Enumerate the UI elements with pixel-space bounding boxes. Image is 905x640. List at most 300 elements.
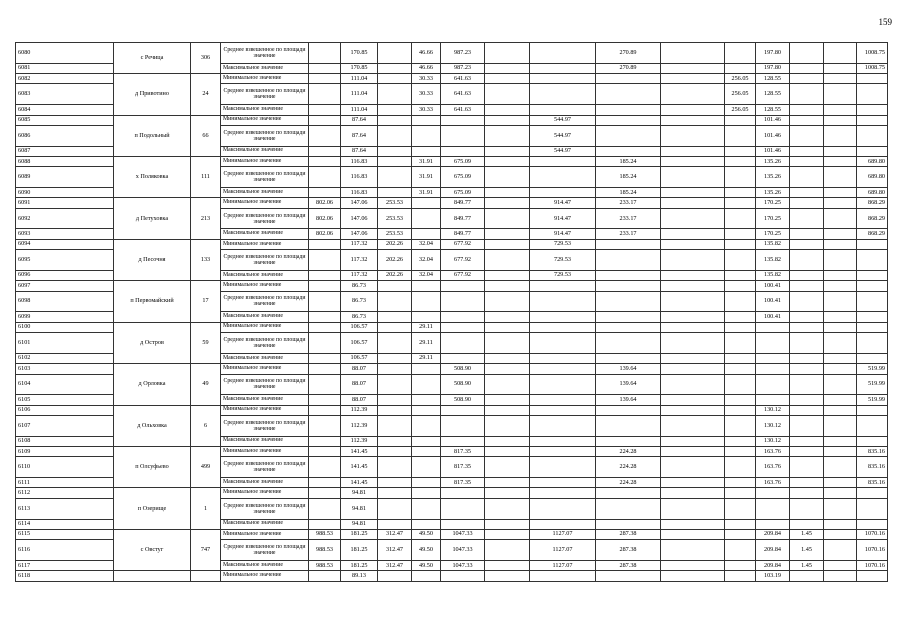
value-cell: 128.55	[756, 74, 790, 84]
value-type-cell: Максимальное значение	[221, 63, 309, 73]
settlement-name-cell: д Петуховка	[114, 198, 191, 239]
settlement-name-cell: д Остров	[114, 322, 191, 363]
value-type-cell: Среднее взвешенное по площади значение	[221, 84, 309, 105]
value-cell	[824, 167, 857, 188]
value-cell: 197.80	[756, 43, 790, 64]
value-cell	[661, 312, 725, 322]
value-cell	[485, 125, 530, 146]
value-cell	[824, 105, 857, 115]
value-cell	[756, 519, 790, 529]
value-cell	[530, 488, 596, 498]
value-type-cell: Среднее взвешенное по площади значение	[221, 250, 309, 271]
value-cell: 508.90	[441, 374, 485, 395]
value-cell	[857, 125, 888, 146]
value-cell: 914.47	[530, 229, 596, 239]
value-cell: 185.24	[596, 188, 661, 198]
settlement-name-cell: д Орловка	[114, 364, 191, 405]
value-cell	[857, 312, 888, 322]
value-cell	[824, 322, 857, 332]
value-cell	[661, 63, 725, 73]
value-cell	[824, 239, 857, 249]
value-cell	[530, 436, 596, 446]
value-cell	[530, 167, 596, 188]
value-cell	[441, 405, 485, 415]
value-cell	[756, 353, 790, 363]
value-cell: 988.53	[309, 560, 341, 570]
value-cell	[661, 519, 725, 529]
value-cell: 135.82	[756, 270, 790, 280]
value-cell: 135.82	[756, 239, 790, 249]
value-cell	[378, 571, 412, 582]
value-cell	[378, 188, 412, 198]
population-cell: 17	[191, 281, 221, 322]
value-cell: 270.89	[596, 43, 661, 64]
value-cell: 1127.07	[530, 540, 596, 561]
value-cell	[309, 519, 341, 529]
value-cell	[790, 291, 824, 312]
value-cell	[596, 74, 661, 84]
value-type-cell: Минимальное значение	[221, 322, 309, 332]
value-cell: 101.46	[756, 146, 790, 156]
value-cell	[530, 353, 596, 363]
value-cell	[596, 571, 661, 582]
row-id-cell: 6116	[16, 540, 114, 561]
value-cell	[725, 364, 756, 374]
value-cell: 802.06	[309, 198, 341, 208]
value-type-cell: Среднее взвешенное по площади значение	[221, 540, 309, 561]
value-cell	[530, 405, 596, 415]
value-cell: 1070.16	[857, 540, 888, 561]
value-cell	[790, 405, 824, 415]
value-cell	[824, 125, 857, 146]
value-cell	[378, 405, 412, 415]
value-cell	[790, 198, 824, 208]
value-cell: 1127.07	[530, 529, 596, 539]
value-type-cell: Среднее взвешенное по площади значение	[221, 333, 309, 354]
value-cell	[596, 291, 661, 312]
table-row	[16, 198, 888, 208]
population-cell: 59	[191, 322, 221, 363]
value-cell	[530, 374, 596, 395]
value-cell: 312.47	[378, 529, 412, 539]
value-cell	[661, 250, 725, 271]
value-cell: 89.13	[341, 571, 378, 582]
value-type-cell: Максимальное значение	[221, 188, 309, 198]
row-id-cell: 6117	[16, 560, 114, 570]
value-cell	[725, 208, 756, 229]
value-cell: 729.53	[530, 270, 596, 280]
value-cell	[725, 519, 756, 529]
value-cell	[661, 405, 725, 415]
value-cell	[309, 146, 341, 156]
value-cell	[725, 457, 756, 478]
value-cell: 163.76	[756, 457, 790, 478]
value-cell: 1047.33	[441, 529, 485, 539]
value-type-cell: Максимальное значение	[221, 229, 309, 239]
value-cell	[412, 291, 441, 312]
value-cell	[309, 250, 341, 271]
value-cell	[309, 498, 341, 519]
value-cell	[725, 115, 756, 125]
value-cell	[441, 312, 485, 322]
value-cell: 86.73	[341, 312, 378, 322]
value-cell: 209.84	[756, 529, 790, 539]
table-row	[16, 281, 888, 291]
value-cell: 1008.75	[857, 43, 888, 64]
value-cell: 111.04	[341, 105, 378, 115]
value-cell	[857, 415, 888, 436]
value-cell	[309, 63, 341, 73]
value-cell	[725, 478, 756, 488]
value-cell: 139.64	[596, 364, 661, 374]
value-cell: 729.53	[530, 250, 596, 271]
value-cell: 1047.33	[441, 540, 485, 561]
table-row	[16, 74, 888, 84]
value-cell	[725, 333, 756, 354]
value-cell	[485, 115, 530, 125]
value-type-cell: Минимальное значение	[221, 488, 309, 498]
value-cell	[309, 281, 341, 291]
value-type-cell: Среднее взвешенное по площади значение	[221, 43, 309, 64]
value-cell: 94.81	[341, 488, 378, 498]
population-cell	[191, 571, 221, 582]
row-id-cell: 6104	[16, 374, 114, 395]
value-cell	[309, 374, 341, 395]
value-cell	[485, 146, 530, 156]
value-cell	[661, 498, 725, 519]
value-cell	[441, 571, 485, 582]
value-cell: 29.11	[412, 353, 441, 363]
value-type-cell: Минимальное значение	[221, 571, 309, 582]
settlement-name-cell: с Речица	[114, 43, 191, 74]
value-cell	[412, 208, 441, 229]
value-cell: 163.76	[756, 447, 790, 457]
value-cell	[309, 156, 341, 166]
value-cell	[824, 74, 857, 84]
value-cell	[485, 43, 530, 64]
value-cell	[790, 84, 824, 105]
value-cell	[596, 281, 661, 291]
value-cell: 312.47	[378, 560, 412, 570]
value-cell: 87.64	[341, 115, 378, 125]
settlement-name-cell: п Первомайский	[114, 281, 191, 322]
value-type-cell: Среднее взвешенное по площади значение	[221, 208, 309, 229]
value-cell: 112.39	[341, 415, 378, 436]
value-cell	[790, 498, 824, 519]
value-cell	[309, 167, 341, 188]
value-cell	[824, 353, 857, 363]
value-cell: 117.32	[341, 270, 378, 280]
value-cell: 508.90	[441, 364, 485, 374]
value-cell	[824, 571, 857, 582]
value-cell	[378, 74, 412, 84]
value-type-cell: Минимальное значение	[221, 115, 309, 125]
row-id-cell: 6090	[16, 188, 114, 198]
value-cell	[309, 353, 341, 363]
value-cell	[725, 395, 756, 405]
value-cell: 914.47	[530, 208, 596, 229]
value-cell	[378, 519, 412, 529]
value-cell	[441, 322, 485, 332]
value-type-cell: Максимальное значение	[221, 478, 309, 488]
value-cell	[530, 415, 596, 436]
value-cell: 170.25	[756, 229, 790, 239]
value-type-cell: Максимальное значение	[221, 105, 309, 115]
value-cell: 135.82	[756, 250, 790, 271]
value-cell	[661, 198, 725, 208]
value-cell: 209.84	[756, 560, 790, 570]
population-cell: 133	[191, 239, 221, 280]
value-type-cell: Максимальное значение	[221, 270, 309, 280]
value-cell	[790, 333, 824, 354]
value-cell: 181.25	[341, 560, 378, 570]
value-cell: 116.83	[341, 156, 378, 166]
value-cell	[412, 364, 441, 374]
value-cell: 641.63	[441, 105, 485, 115]
value-cell	[824, 188, 857, 198]
value-type-cell: Максимальное значение	[221, 560, 309, 570]
value-cell	[725, 188, 756, 198]
value-cell	[378, 281, 412, 291]
value-cell: 677.92	[441, 270, 485, 280]
value-cell: 170.85	[341, 43, 378, 64]
value-cell	[661, 156, 725, 166]
settlement-name-cell: д Ольховка	[114, 405, 191, 446]
value-cell	[824, 115, 857, 125]
value-cell	[661, 540, 725, 561]
value-cell	[596, 239, 661, 249]
value-cell	[530, 447, 596, 457]
value-cell: 111.04	[341, 74, 378, 84]
value-cell	[756, 322, 790, 332]
value-cell	[790, 447, 824, 457]
value-cell	[378, 105, 412, 115]
value-cell	[725, 415, 756, 436]
value-cell	[412, 488, 441, 498]
value-cell: 988.53	[309, 529, 341, 539]
table-row	[16, 115, 888, 125]
value-cell: 29.11	[412, 322, 441, 332]
value-cell	[790, 519, 824, 529]
row-id-cell: 6092	[16, 208, 114, 229]
value-cell: 817.35	[441, 457, 485, 478]
value-cell	[725, 312, 756, 322]
value-cell	[790, 156, 824, 166]
value-cell	[661, 353, 725, 363]
value-cell: 1.45	[790, 560, 824, 570]
population-cell: 24	[191, 74, 221, 115]
value-cell	[485, 529, 530, 539]
value-cell	[661, 229, 725, 239]
value-cell	[309, 188, 341, 198]
value-cell: 32.04	[412, 250, 441, 271]
value-cell	[824, 374, 857, 395]
value-cell	[530, 333, 596, 354]
value-cell	[725, 250, 756, 271]
value-cell	[378, 43, 412, 64]
value-cell	[725, 229, 756, 239]
value-cell	[725, 353, 756, 363]
value-cell	[530, 571, 596, 582]
value-cell: 641.63	[441, 84, 485, 105]
value-cell: 233.17	[596, 208, 661, 229]
value-cell: 30.33	[412, 84, 441, 105]
value-cell: 287.38	[596, 529, 661, 539]
value-cell	[378, 125, 412, 146]
value-cell	[485, 488, 530, 498]
value-cell: 197.80	[756, 63, 790, 73]
value-cell	[790, 478, 824, 488]
value-cell	[309, 291, 341, 312]
value-cell	[378, 146, 412, 156]
value-cell: 101.46	[756, 115, 790, 125]
value-cell	[309, 436, 341, 446]
value-cell	[485, 167, 530, 188]
value-cell	[309, 74, 341, 84]
value-cell: 30.33	[412, 105, 441, 115]
population-cell: 499	[191, 447, 221, 488]
value-cell	[790, 322, 824, 332]
value-cell	[596, 312, 661, 322]
value-cell	[596, 498, 661, 519]
value-cell	[857, 84, 888, 105]
value-cell	[309, 239, 341, 249]
value-cell: 94.81	[341, 519, 378, 529]
value-cell	[309, 105, 341, 115]
value-cell	[485, 188, 530, 198]
value-type-cell: Среднее взвешенное по площади значение	[221, 498, 309, 519]
value-cell	[412, 457, 441, 478]
value-cell	[756, 498, 790, 519]
value-cell	[485, 498, 530, 519]
value-cell: 170.85	[341, 63, 378, 73]
value-cell	[790, 115, 824, 125]
value-cell	[530, 478, 596, 488]
value-cell	[824, 519, 857, 529]
value-cell: 675.09	[441, 188, 485, 198]
value-cell	[412, 115, 441, 125]
value-cell: 116.83	[341, 167, 378, 188]
row-id-cell: 6102	[16, 353, 114, 363]
value-cell	[412, 395, 441, 405]
value-cell	[857, 270, 888, 280]
value-type-cell: Среднее взвешенное по площади значение	[221, 167, 309, 188]
value-cell: 253.53	[378, 208, 412, 229]
value-cell	[596, 488, 661, 498]
value-cell	[309, 395, 341, 405]
value-cell	[412, 374, 441, 395]
value-cell	[790, 125, 824, 146]
value-cell: 128.55	[756, 105, 790, 115]
value-cell	[790, 364, 824, 374]
value-cell	[485, 478, 530, 488]
population-cell: 66	[191, 115, 221, 156]
value-cell: 849.77	[441, 208, 485, 229]
value-cell	[485, 364, 530, 374]
value-cell: 233.17	[596, 229, 661, 239]
value-cell	[824, 488, 857, 498]
value-cell	[530, 156, 596, 166]
value-cell	[661, 529, 725, 539]
value-type-cell: Среднее взвешенное по площади значение	[221, 374, 309, 395]
value-cell	[596, 146, 661, 156]
value-cell: 868.29	[857, 229, 888, 239]
row-id-cell: 6107	[16, 415, 114, 436]
value-cell: 677.92	[441, 239, 485, 249]
value-cell: 32.04	[412, 270, 441, 280]
value-cell	[824, 333, 857, 354]
value-cell	[412, 478, 441, 488]
page-number: 159	[878, 17, 892, 27]
value-cell: 181.25	[341, 540, 378, 561]
value-cell	[790, 167, 824, 188]
value-cell	[378, 322, 412, 332]
value-type-cell: Максимальное значение	[221, 353, 309, 363]
value-cell: 135.26	[756, 167, 790, 188]
value-cell	[661, 364, 725, 374]
value-cell	[485, 540, 530, 561]
value-cell	[824, 146, 857, 156]
value-cell	[725, 540, 756, 561]
table-row	[16, 405, 888, 415]
value-cell	[790, 43, 824, 64]
value-cell	[725, 560, 756, 570]
value-cell	[725, 447, 756, 457]
value-type-cell: Среднее взвешенное по площади значение	[221, 291, 309, 312]
value-cell	[485, 374, 530, 395]
value-cell	[530, 105, 596, 115]
value-cell	[790, 488, 824, 498]
value-cell: 117.32	[341, 250, 378, 271]
value-cell	[790, 281, 824, 291]
value-cell	[485, 250, 530, 271]
value-cell	[530, 291, 596, 312]
value-type-cell: Максимальное значение	[221, 519, 309, 529]
value-cell	[441, 291, 485, 312]
value-cell	[725, 498, 756, 519]
value-cell	[725, 488, 756, 498]
value-cell	[661, 488, 725, 498]
row-id-cell: 6087	[16, 146, 114, 156]
value-cell: 987.23	[441, 63, 485, 73]
value-cell	[790, 188, 824, 198]
value-cell: 135.26	[756, 188, 790, 198]
value-cell: 641.63	[441, 74, 485, 84]
value-cell	[661, 395, 725, 405]
value-cell	[661, 322, 725, 332]
value-cell	[485, 405, 530, 415]
value-cell	[857, 146, 888, 156]
row-id-cell: 6105	[16, 395, 114, 405]
value-cell	[530, 395, 596, 405]
value-cell	[412, 281, 441, 291]
value-cell: 519.99	[857, 374, 888, 395]
value-cell: 185.24	[596, 167, 661, 188]
value-cell: 139.64	[596, 395, 661, 405]
value-cell	[790, 270, 824, 280]
value-cell: 224.28	[596, 457, 661, 478]
value-type-cell: Максимальное значение	[221, 436, 309, 446]
value-cell	[756, 333, 790, 354]
value-cell	[309, 488, 341, 498]
population-cell: 6	[191, 405, 221, 446]
value-cell: 256.05	[725, 74, 756, 84]
value-cell	[790, 74, 824, 84]
value-cell	[661, 105, 725, 115]
value-cell: 849.77	[441, 229, 485, 239]
value-cell	[485, 322, 530, 332]
value-cell: 170.25	[756, 198, 790, 208]
